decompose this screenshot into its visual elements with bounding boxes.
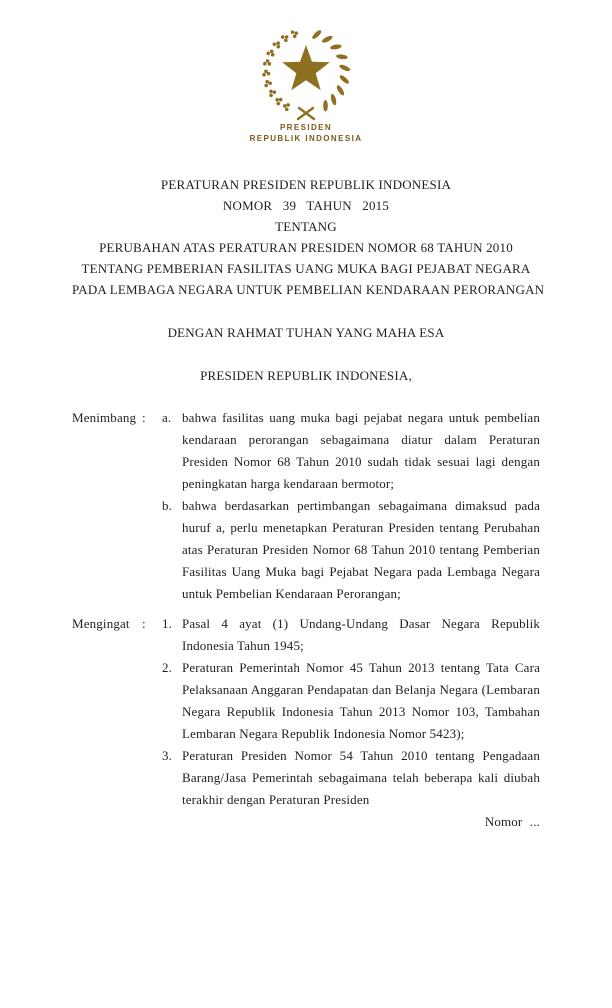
regulation-title xyxy=(72,174,545,300)
section-label: Mengingat xyxy=(72,616,130,631)
title-line: TENTANG PEMBERIAN FASILITAS UANG MUKA BAGI PEJABAT NEGARA xyxy=(81,261,531,276)
title-line: PERATURAN PRESIDEN REPUBLIK INDONESIA xyxy=(160,177,452,192)
section-mengingat xyxy=(72,613,540,811)
section-items xyxy=(162,407,540,605)
invocation-line: DENGAN RAHMAT TUHAN YANG MAHA ESA xyxy=(167,325,445,340)
letterhead-line-presiden: PRESIDEN xyxy=(279,123,333,132)
list-item xyxy=(162,745,540,811)
letterhead-line-republik-indonesia: REPUBLIK INDONESIA xyxy=(249,134,363,143)
section-colon: : xyxy=(142,410,146,425)
section-label: Menimbang xyxy=(72,410,137,425)
item-text: Peraturan Pemerintah Nomor 45 Tahun 2013 tentang Tata Cara Pelaksanaan Anggaran Pendapatan dan Belanja Negara (Lembaran Negara Republik Indonesia Tahun 2013 Nomor 103, Tambahan Lembaran Negara Republik Indonesia Nomor 5423); xyxy=(182,660,540,741)
presidential-star-wreath-emblem xyxy=(254,26,358,122)
section-items xyxy=(162,613,540,811)
title-line: PERUBAHAN ATAS PERATURAN PRESIDEN NOMOR 68 TAHUN 2010 xyxy=(99,240,513,255)
title-line-tentang: TENTANG xyxy=(275,219,337,234)
item-marker: b. xyxy=(162,498,173,513)
issuer-line: PRESIDEN REPUBLIK INDONESIA, xyxy=(200,368,412,383)
list-item xyxy=(162,613,540,657)
item-text: Pasal 4 ayat (1) Undang-Undang Dasar Negara Republik Indonesia Tahun 1945; xyxy=(182,616,540,653)
star-icon xyxy=(282,45,330,90)
item-marker: 1. xyxy=(162,616,173,631)
section-menimbang xyxy=(72,407,540,605)
item-marker: 2. xyxy=(162,660,173,675)
list-item xyxy=(162,407,540,495)
catchword: Nomor ... xyxy=(484,814,540,829)
item-marker: a. xyxy=(162,410,172,425)
item-text: Peraturan Presiden Nomor 54 Tahun 2010 tentang Pengadaan Barang/Jasa Pemerintah sebagaimana telah beberapa kali diubah terakhir dengan Peraturan Presiden xyxy=(182,748,540,807)
list-item xyxy=(162,657,540,745)
item-text: bahwa berdasarkan pertimbangan sebagaimana dimaksud pada huruf a, perlu menetapkan Peraturan Presiden tentang Perubahan atas Peraturan Presiden Nomor 68 Tahun 2010 tentang Pemberian Fasilitas Uang Muka bagi Pejabat Negara pada Lembaga Negara untuk Pembelian Kendaraan Perorangan; xyxy=(182,498,540,601)
preamble-body xyxy=(72,407,540,833)
item-marker: 3. xyxy=(162,748,173,763)
title-line-number: NOMOR 39 TAHUN 2015 xyxy=(222,198,390,213)
letterhead xyxy=(72,26,540,144)
title-line: PADA LEMBAGA NEGARA UNTUK PEMBELIAN KENDARAAN PERORANGAN xyxy=(72,282,545,297)
list-item xyxy=(162,495,540,605)
section-colon: : xyxy=(142,616,146,631)
item-text: bahwa fasilitas uang muka bagi pejabat negara untuk pembelian kendaraan perorangan sebagaimana diatur dalam Peraturan Presiden Nomor 68 Tahun 2010 sudah tidak sesuai lagi dengan peningkatan harga kendaraan bermotor; xyxy=(182,410,540,491)
